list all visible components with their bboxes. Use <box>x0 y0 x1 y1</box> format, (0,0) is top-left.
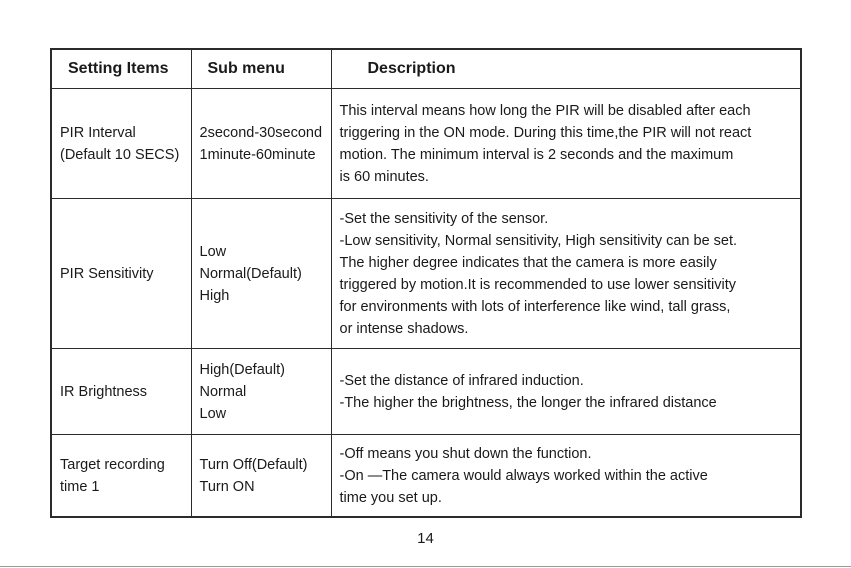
setting-item-cell <box>51 199 191 349</box>
description-line: motion. The minimum interval is 2 seconds and the maximum <box>339 146 734 163</box>
sub-menu-line: High(Default) <box>199 361 285 378</box>
description-line: -Low sensitivity, Normal sensitivity, High sensitivity can be set. <box>339 232 738 249</box>
setting-item-line: PIR Interval <box>60 124 136 141</box>
sub-menu-line: Low <box>199 243 227 260</box>
table-row <box>51 349 801 435</box>
sub-menu-line: High <box>199 287 230 304</box>
description-line: -Set the distance of infrared induction. <box>339 372 584 389</box>
description-line: -The higher the brightness, the longer the infrared distance <box>339 394 717 411</box>
setting-item-line: (Default 10 SECS) <box>60 146 180 163</box>
description-cell <box>331 435 801 518</box>
sub-menu-line: Low <box>199 405 227 422</box>
description-cell <box>331 349 801 435</box>
description-line: -Set the sensitivity of the sensor. <box>339 210 549 227</box>
description-cell <box>331 89 801 199</box>
setting-item-line: time 1 <box>60 478 100 495</box>
sub-menu-line: Normal(Default) <box>199 265 302 282</box>
sub-menu-line: Turn Off(Default) <box>199 456 308 473</box>
sub-menu-cell <box>191 349 331 435</box>
header-description: Description <box>331 49 801 89</box>
description-line: triggering in the ON mode. During this time,the PIR will not react <box>339 124 752 141</box>
header-sub-menu: Sub menu <box>191 49 331 89</box>
setting-item-line: IR Brightness <box>60 383 148 400</box>
description-line: This interval means how long the PIR will be disabled after each <box>339 102 751 119</box>
table-header-row <box>51 49 801 89</box>
description-line: time you set up. <box>339 489 442 506</box>
setting-item-cell <box>51 435 191 518</box>
description-line: -Off means you shut down the function. <box>339 445 592 462</box>
table-row <box>51 435 801 518</box>
page-number: 14 <box>417 530 434 547</box>
sub-menu-line: Normal <box>199 383 247 400</box>
sub-menu-line: Turn ON <box>199 478 255 495</box>
table-row <box>51 199 801 349</box>
setting-item-cell <box>51 89 191 199</box>
description-line: for environments with lots of interference like wind, tall grass, <box>339 298 731 315</box>
setting-item-cell <box>51 349 191 435</box>
description-line: triggered by motion.It is recommended to use lower sensitivity <box>339 276 737 293</box>
sub-menu-cell <box>191 89 331 199</box>
setting-item-line: Target recording <box>60 456 165 473</box>
sub-menu-cell <box>191 199 331 349</box>
description-line: -On —The camera would always worked within the active <box>339 467 708 484</box>
sub-menu-line: 2second-30second <box>199 124 323 141</box>
sub-menu-line: 1minute-60minute <box>199 146 316 163</box>
setting-item-line: PIR Sensitivity <box>60 265 154 282</box>
description-line: or intense shadows. <box>339 320 469 337</box>
table-row <box>51 89 801 199</box>
sub-menu-cell <box>191 435 331 518</box>
description-cell <box>331 199 801 349</box>
description-line: The higher degree indicates that the camera is more easily <box>339 254 717 271</box>
settings-table <box>50 48 802 518</box>
header-setting-items: Setting Items <box>51 49 191 89</box>
description-line: is 60 minutes. <box>339 168 429 185</box>
page-bottom-divider <box>0 566 851 567</box>
